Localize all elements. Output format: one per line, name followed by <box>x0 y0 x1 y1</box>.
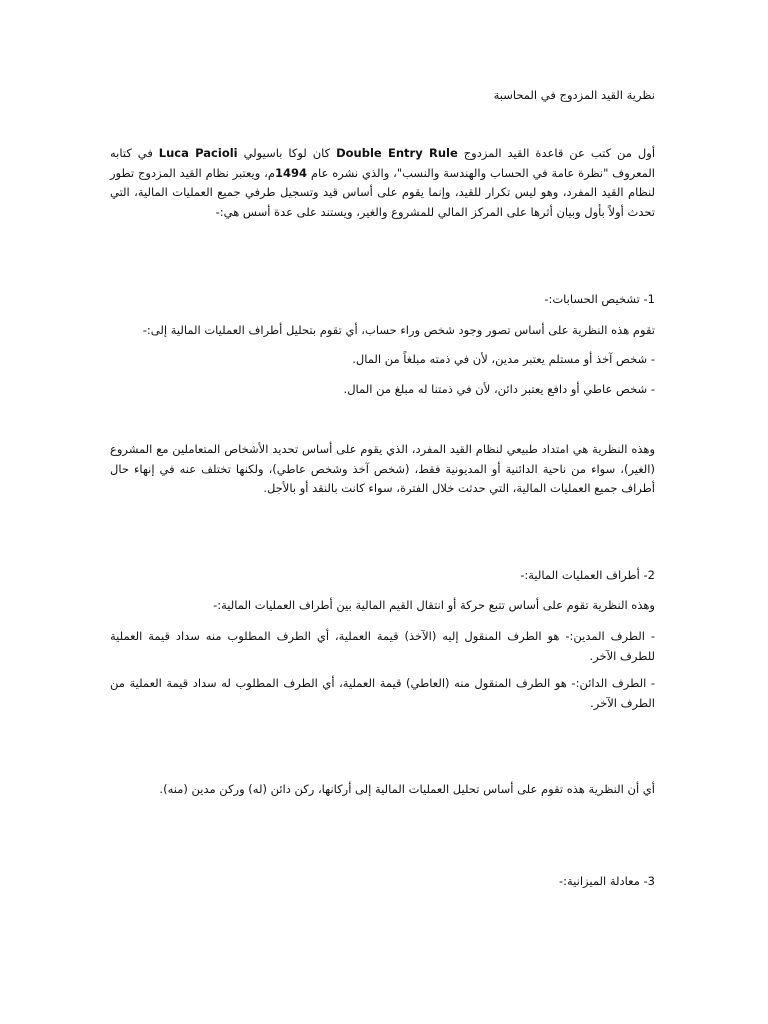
section1-item-debtor: - شخص آخذ أو مستلم يعتبر مدين، لأن في ذمته مبلغاً من المال. <box>352 352 655 366</box>
intro-text-2: كان لوكا باسيولي <box>243 146 331 160</box>
summary-paragraph: أي أن النظرية هذه تقوم على أساس تحليل العمليات المالية إلى أركانها، ركن دائن (له) وركن مدين (منه). <box>159 782 655 796</box>
section1-paragraph: وهذه النظرية هي امتداد طبيعي لنظام القيد المفرد، الذي يقوم على أساس تحديد الأشخاص المتعاملين مع المشروع (الغير)، سواء من ناحية الدائنية أو المديونية فقط، (شخص آخذ وشخص عاطي)، ولكنها تختلف عنه في إنهاء حال أطراف جميع العمليات المالية، التي حدثت خلال الفترة، سواء كانت بالنقد أو بالأجل. <box>110 442 655 495</box>
section1-lead: تقوم هذه النظرية على أساس تصور وجود شخص وراء حساب، أي تقوم بتحليل أطراف العمليات المالية إلى:- <box>142 323 655 337</box>
intro-text-3: في كتابه المعروف "نظرة عامة في الحساب والهندسة والنسب"، والذي نشره عام <box>110 146 655 180</box>
section2-debtor: - الطرف المدين:- هو الطرف المنقول إليه (الآخذ) قيمة العملية، أي الطرف المطلوب منه سداد قيمة العملية للطرف الآخر. <box>110 629 655 663</box>
intro-text-4: م، ويعتبر نظام القيد المزدوج تطور لنظام القيد المفرد، وهو ليس تكرار للقيد، وإنما يقوم على أساس قيد وتسجيل طرفي جميع العمليات المالية، التي تحدث أولاً بأول وبيان أثرها على المركز المالي للمشروع والغير، ويستند على عدة أسس هي:- <box>110 165 655 219</box>
section1-item-creditor: - شخص عاطي أو دافع يعتبر دائن، لأن في ذمتنا له مبلغ من المال. <box>343 382 655 396</box>
intro-text-1: أول من كتب عن قاعدة القيد المزدوج <box>463 146 656 160</box>
document-title: نظرية القيد المزدوج في المحاسبة <box>493 88 655 102</box>
section3-heading: 3- معادلة الميزانية:- <box>558 874 655 888</box>
section2-creditor: - الطرف الدائن:- هو الطرف المنقول منه (العاطي) قيمة العملية، أي الطرف المطلوب له سداد قيمة العملية من الطرف الآخر. <box>110 676 655 710</box>
section1-heading: 1- تشخيص الحسابات:- <box>544 292 655 306</box>
section2-lead: وهذه النظرية تقوم على أساس تتبع حركة أو انتقال القيم المالية بين أطراف العمليات المالية:- <box>213 598 655 612</box>
intro-paragraph <box>110 144 655 222</box>
section2-heading: 2- أطراف العمليات المالية:- <box>520 568 655 582</box>
intro-term-en: Double Entry Rule <box>336 146 458 160</box>
intro-author-en: Luca Pacioli <box>158 146 238 160</box>
intro-year: 1494 <box>275 165 308 180</box>
